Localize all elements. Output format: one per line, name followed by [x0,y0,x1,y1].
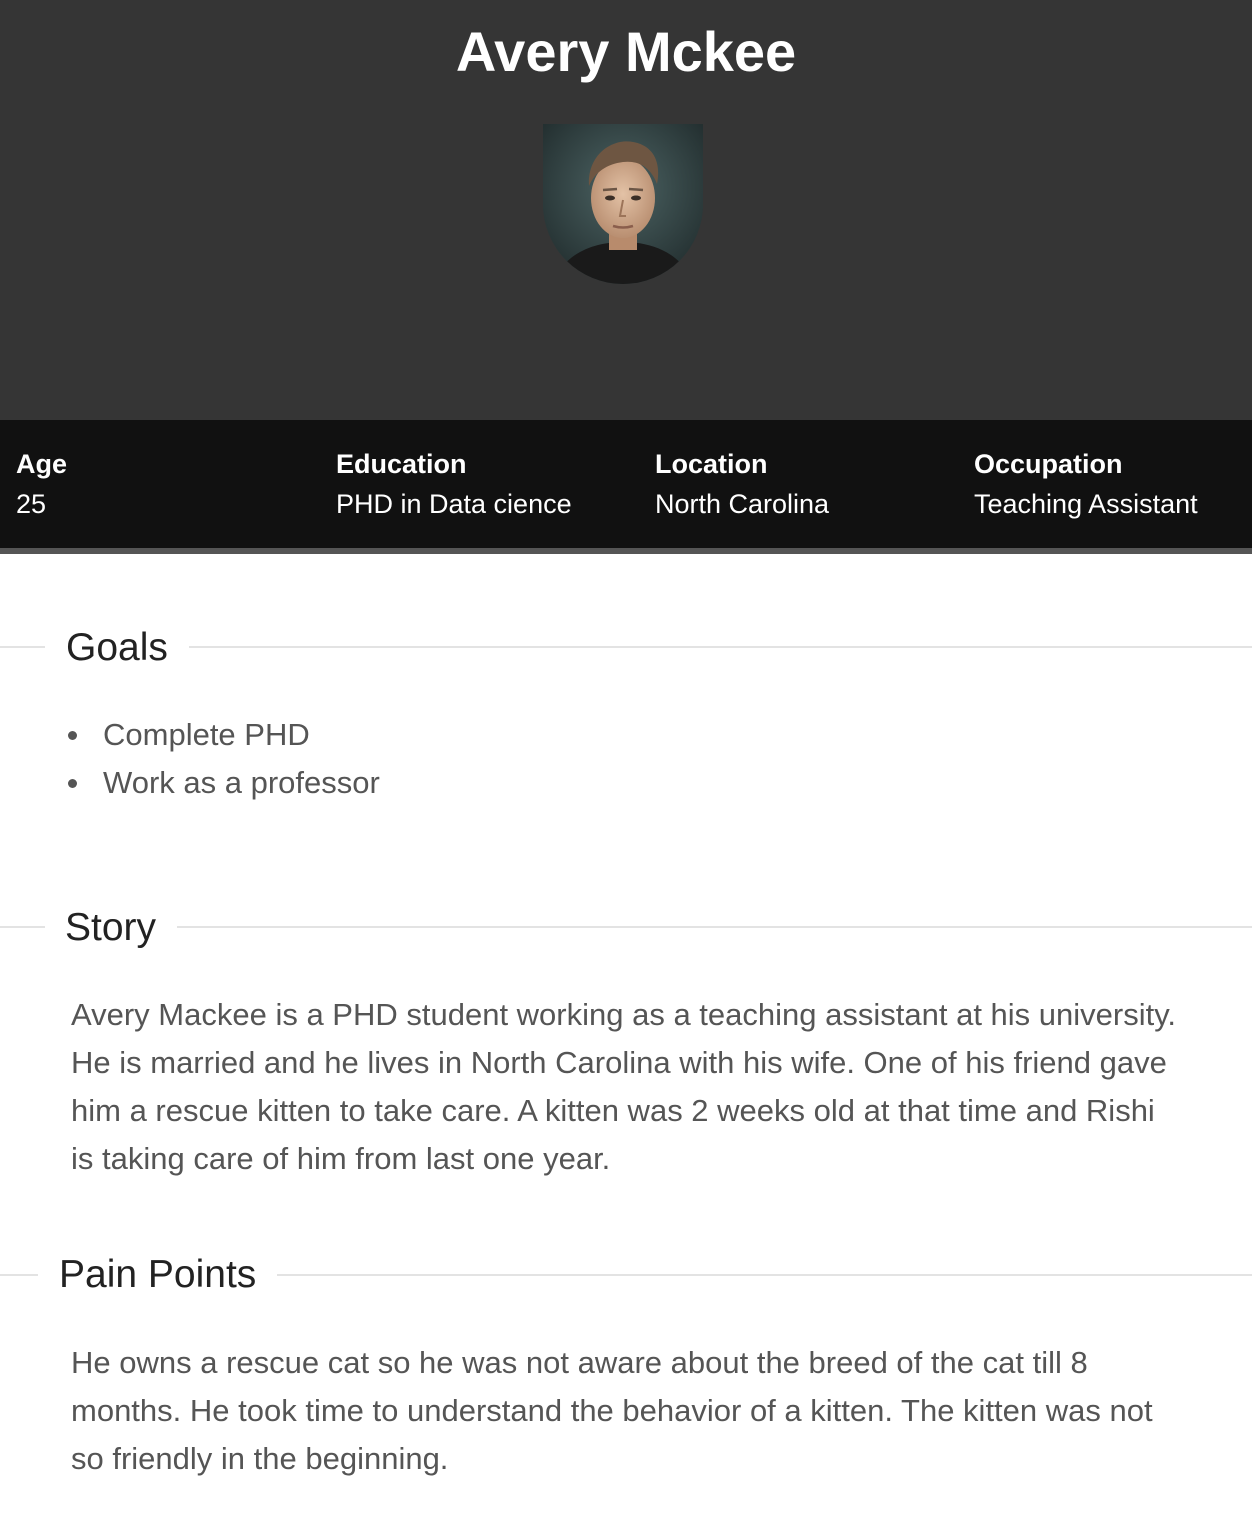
profile-stats-bar [0,420,1252,554]
stat-education [336,446,572,526]
pain-points-heading: Pain Points [38,1251,277,1299]
stat-occupation [974,446,1198,526]
story-text: Avery Mackee is a PHD student working as a teaching assistant at his university. He is married and he lives in North Carolina with his wife. One of his friend gave him a rescue kitten to take care. A kitten was 2 weeks old at that time and Rishi is taking care of him from last one year. [71,997,1177,1176]
person-portrait-icon [543,124,703,284]
list-item [66,759,380,807]
stat-value: PHD in Data cience [336,489,572,519]
goal-text: Complete PHD [103,717,310,752]
story-heading: Story [45,904,177,952]
profile-name: Avery Mckee [455,20,797,83]
stat-label: Age [16,449,68,479]
goals-list [66,711,380,807]
bullet-icon [68,731,77,740]
stat-value: North Carolina [655,489,830,519]
profile-header [0,0,1252,420]
goals-heading: Goals [45,624,189,672]
stat-label: Location [655,449,768,479]
pain-points-text: He owns a rescue cat so he was not aware about the breed of the cat till 8 months. He took time to understand the behavior of a kitten. The kitten was not so friendly in the beginning. [71,1345,1153,1476]
goal-text: Work as a professor [103,765,380,800]
stat-value: Teaching Assistant [974,489,1198,519]
stat-value: 25 [16,489,47,519]
stat-location [655,446,829,526]
bullet-icon [68,779,77,788]
list-item [66,711,380,759]
section-divider [0,926,1252,928]
stat-label: Education [336,449,467,479]
avatar [543,124,703,284]
stat-label: Occupation [974,449,1123,479]
stat-age [16,446,67,526]
